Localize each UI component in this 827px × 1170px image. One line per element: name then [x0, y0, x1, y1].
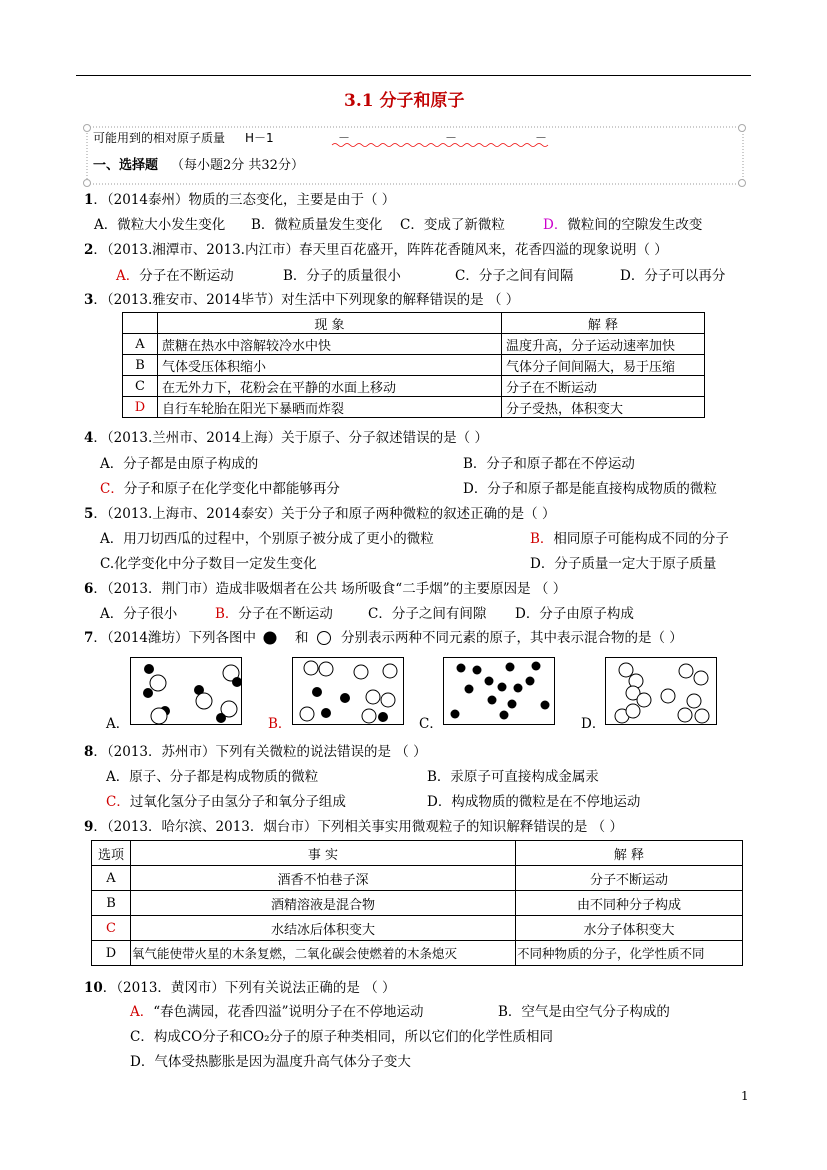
q3-header-phenomenon: 现 象: [158, 313, 502, 334]
q7-figure-c[interactable]: [443, 657, 555, 725]
resize-handle[interactable]: [738, 124, 746, 132]
question-9-stem: 9．（2013．哈尔滨、2013．烟台市）下列相关事实用微观粒子的知识解释错误的是 （ ）: [84, 819, 623, 835]
resize-handle[interactable]: [83, 179, 91, 187]
question-6-stem: 6．（2013．荆门市）造成非吸烟者在公共 场所吸食“二手烟”的主要原因是 （ ）: [84, 581, 567, 597]
table-row: C 在无外力下，花粉会在平静的水面上移动 分子在不断运动: [123, 376, 705, 397]
q2-option-c[interactable]: C．分子之间有间隔: [455, 268, 574, 284]
placeholder-dash: －: [338, 131, 351, 145]
atomic-mass-value: H－1: [245, 131, 274, 145]
table-row: D 氧气能使带火星的木条复燃，二氧化碳会使燃着的木条熄灭 不同种物质的分子，化学性质不同: [92, 941, 743, 966]
q4-option-d[interactable]: D．分子和原子都是能直接构成物质的微粒: [463, 481, 717, 497]
q10-option-b[interactable]: B．空气是由空气分子构成的: [498, 1004, 670, 1020]
q1-option-d[interactable]: D．微粒间的空隙发生改变: [543, 217, 703, 233]
q7-label-b[interactable]: B．: [268, 716, 292, 732]
table-row: A 蔗糖在热水中溶解较冷水中快 温度升高，分子运动速率加快: [123, 334, 705, 355]
q2-option-a[interactable]: A．分子在不断运动: [116, 268, 234, 284]
q5-option-c[interactable]: C.化学变化中分子数目一定发生变化: [100, 556, 317, 572]
atomic-mass-label: 可能用到的相对原子质量: [93, 131, 226, 145]
q7-figure-d[interactable]: [605, 657, 717, 725]
q7-label-c[interactable]: C．: [419, 716, 443, 732]
q5-option-a[interactable]: A．用刀切西瓜的过程中，个别原子被分成了更小的微粒: [100, 531, 434, 547]
q6-option-b[interactable]: B．分子在不断运动: [215, 606, 333, 622]
q3-header-explanation: 解 释: [502, 313, 705, 334]
white-atom-icon: [316, 630, 332, 646]
placeholder-dash: －: [445, 131, 458, 145]
q4-option-b[interactable]: B．分子和原子都在不停运动: [463, 456, 635, 472]
q7-label-d[interactable]: D．: [581, 716, 606, 732]
q5-option-b[interactable]: B．相同原子可能构成不同的分子: [530, 531, 729, 547]
q5-option-d[interactable]: D．分子质量一定大于原子质量: [530, 556, 717, 572]
q4-option-a[interactable]: A．分子都是由原子构成的: [100, 456, 259, 472]
q7-stem-tail: 分别表示两种不同元素的原子，其中表示混合物的是（ ）: [341, 630, 683, 646]
resize-handle[interactable]: [738, 179, 746, 187]
table-row: C 水结冰后体积变大 水分子体积变大: [92, 916, 743, 941]
table-row: A 酒香不怕巷子深 分子不断运动: [92, 866, 743, 891]
table-row: B 气体受压体积缩小 气体分子间间隔大，易于压缩: [123, 355, 705, 376]
q8-option-a[interactable]: A．原子、分子都是构成物质的微粒: [106, 769, 319, 785]
q6-option-d[interactable]: D．分子由原子构成: [515, 606, 634, 622]
question-10-stem: 10．（2013．黄冈市）下列有关说法正确的是 （ ）: [84, 980, 396, 996]
question-8-stem: 8．（2013．苏州市）下列有关微粒的说法错误的是 （ ）: [84, 744, 427, 760]
question-5-stem: 5．（2013.上海市、2014泰安）关于分子和原子两种微粒的叙述正确的是（ ）: [84, 506, 556, 522]
table-row: B 酒精溶液是混合物 由不同种分子构成: [92, 891, 743, 916]
section-info: （每小题2分 共32分）: [171, 158, 304, 173]
question-2-stem: 2．（2013.湘潭市、2013.内江市）春天里百花盛开，阵阵花香随风来，花香四溢的现象说明（ ）: [84, 242, 668, 258]
q10-option-d[interactable]: D．气体受热膨胀是因为温度升高气体分子变大: [130, 1054, 411, 1070]
black-atom-icon: [262, 630, 278, 646]
text-box[interactable]: [87, 124, 743, 184]
q10-option-c[interactable]: C．构成CO分子和CO₂分子的原子种类相同，所以它们的化学性质相同: [130, 1029, 554, 1045]
question-4-stem: 4．（2013.兰州市、2014上海）关于原子、分子叙述错误的是（ ）: [84, 430, 488, 446]
q6-option-a[interactable]: A．分子很小: [100, 606, 178, 622]
page-number: 1: [741, 1089, 749, 1103]
q7-label-a[interactable]: A．: [106, 716, 130, 732]
q1-option-a[interactable]: A．微粒大小发生变化: [94, 217, 226, 233]
spellcheck-underline: [332, 144, 548, 147]
q8-option-d[interactable]: D．构成物质的微粒是在不停地运动: [427, 794, 641, 810]
q9-header-option: 选项: [92, 841, 131, 866]
q2-option-b[interactable]: B．分子的质量很小: [283, 268, 401, 284]
q8-option-b[interactable]: B．汞原子可直接构成金属汞: [427, 769, 599, 785]
q10-option-a[interactable]: A．“春色满园，花香四溢”说明分子在不停地运动: [130, 1004, 424, 1020]
q7-figure-a[interactable]: [130, 657, 242, 725]
q1-option-b[interactable]: B．微粒质量发生变化: [251, 217, 383, 233]
section-heading: 一、选择题: [93, 158, 159, 173]
q9-header-fact: 事 实: [131, 841, 516, 866]
question-3-stem: 3．（2013.雅安市、2014毕节）对生活中下列现象的解释错误的是 （ ）: [84, 292, 520, 308]
q9-table: [91, 840, 743, 966]
resize-handle[interactable]: [83, 124, 91, 132]
q3-table: [122, 312, 705, 418]
placeholder-dash: －: [535, 131, 548, 145]
q4-option-c[interactable]: C．分子和原子在化学变化中都能够再分: [100, 481, 340, 497]
q7-figure-b[interactable]: [292, 657, 404, 725]
table-row: D 自行车轮胎在阳光下暴晒而炸裂 分子受热，体积变大: [123, 397, 705, 418]
page-title: 3.1 分子和原子: [344, 91, 465, 111]
q2-option-d[interactable]: D．分子可以再分: [620, 268, 726, 284]
q9-header-explanation: 解 释: [516, 841, 743, 866]
q6-option-c[interactable]: C．分子之间有间隙: [368, 606, 487, 622]
header-rule: [76, 75, 751, 76]
question-1-stem: 1．（2014泰州）物质的三态变化，主要是由于（ ）: [84, 192, 396, 208]
q1-option-c[interactable]: C．变成了新微粒: [400, 217, 505, 233]
q8-option-c[interactable]: C．过氧化氢分子由氢分子和氧分子组成: [106, 794, 346, 810]
question-7-stem: 7．（2014潍坊）下列各图中: [84, 630, 257, 646]
q7-stem-and: 和: [295, 630, 309, 646]
